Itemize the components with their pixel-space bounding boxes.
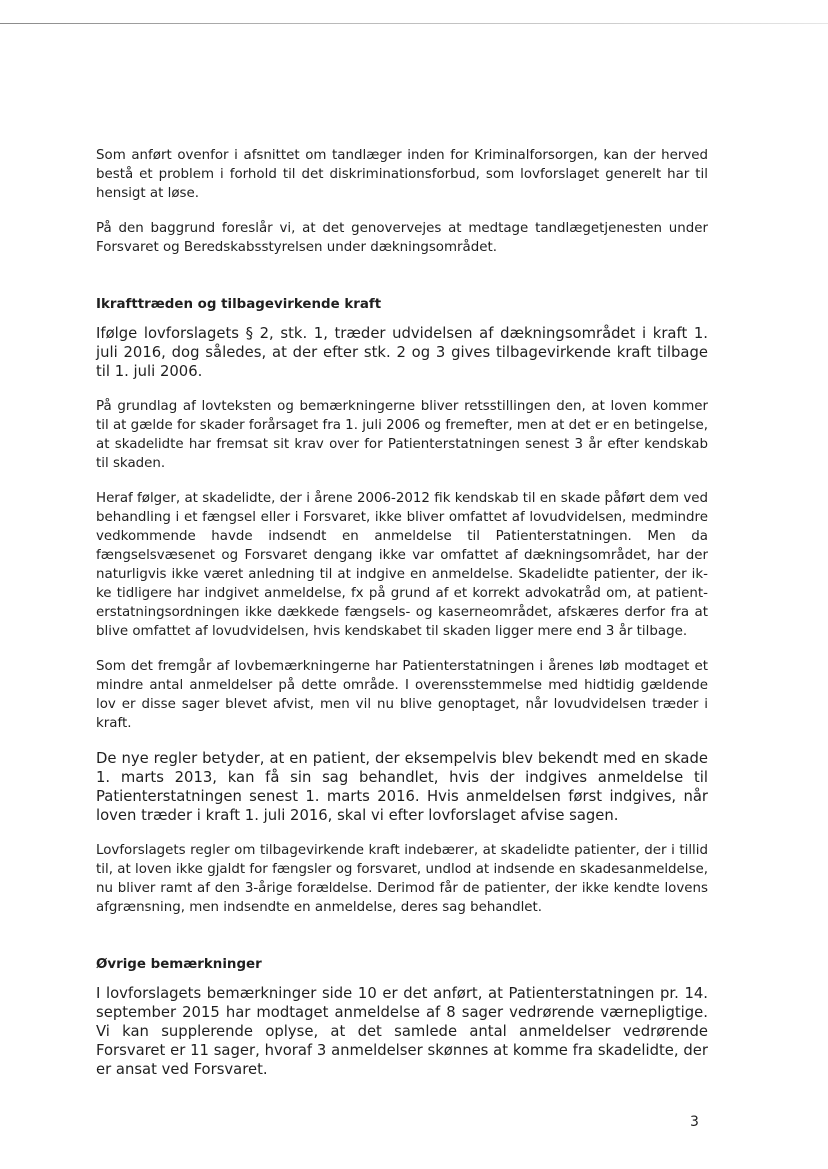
paragraph-effective-date: Ifølge lovforslagets § 2, stk. 1, træder udvidelsen af dækningsområdet i kraft 1. juli 2016, dog således, at der efter stk. 2 og 3 gives tilbagevirkende kraft tilbage til 1. juli 2006. <box>96 325 708 380</box>
paragraph-consequence: Heraf følger, at skadelidte, der i årene 2006-2012 fik kendskab til en skade påført dem ved behandling i et fængsel eller i Forsvaret, ikke bliver omfattet af lovudvidelsen, medmindre vedkommende havde indsendt en anmeldelse til Patienterstatningen. Men da fængselsvæsenet og Forsvaret dengang ikke var omfattet af dækningsområdet, har der naturligvis ikke været anledning til at indgive en anmeldelse. Skadelidte patienter, der ikke tidligere har indgivet anmeldelse, fx på grund af et korrekt advokatråd om, at patienterstatningsordningen ikke dækkede fængsels- og kaserneområdet, afskæres derfor fra at blive omfattet af lovudvidelsen, hvis kendskabet til skaden ligger mere end 3 år tilbage. <box>96 491 708 639</box>
paragraph-retroactive-rules: Lovforslagets regler om tilbagevirkende kraft indebærer, at skadelidte patienter, der i tillid til, at loven ikke gjaldt for fængsler og forsvaret, undlod at indsende en skadesanmeldelse, nu bliver ramt af den 3-årige forældelse. Derimod får de patienter, der ikke kendte lovens afgrænsning, men indsendte en anmeldelse, deres sag behandlet. <box>96 843 708 915</box>
paragraph-other-remarks: I lovforslagets bemærkninger side 10 er det anført, at Patienterstatningen pr. 14. september 2015 har modtaget anmeldelse af 8 sager vedrørende værnepligtige. Vi kan supplerende oplyse, at det samlede antal anmeldelser vedrørende Forsvaret er 11 sager, hvoraf 3 anmeldelser skønnes at komme fra skadelidte, der er ansat ved Forsvaret. <box>96 985 708 1078</box>
paragraph-example: De nye regler betyder, at en patient, der eksempelvis blev bekendt med en skade 1. marts 2013, kan få sin sag behandlet, hvis der indgives anmeldelse til Patienterstatningen senest 1. marts 2016. Hvis anmeldelsen først indgives, når loven træder i kraft 1. juli 2016, skal vi efter lovforslaget afvise sagen. <box>96 750 708 824</box>
paragraph-proposal: På den baggrund foreslår vi, at det genovervejes at medtage tandlægetjenesten under Forsvaret og Beredskabsstyrelsen under dækningsområdet. <box>96 221 708 255</box>
paragraph-rejected-cases: Som det fremgår af lovbemærkningerne har Patienterstatningen i årenes løb modtaget et mindre antal anmeldelser på dette område. I overensstemmelse med hidtidig gældende lov er disse sager blevet afvist, men vil nu blive genoptaget, når lovudvidelsen træder i kraft. <box>96 659 708 731</box>
scan-edge-line <box>0 23 828 24</box>
document-body <box>96 146 708 1095</box>
section-heading-oevrige: Øvrige bemærkninger <box>96 957 262 972</box>
paragraph-discrimination: Som anført ovenfor i afsnittet om tandlæger inden for Kriminalforsorgen, kan der herved bestå et problem i forhold til det diskriminationsforbud, som lovforslaget generelt har til hensigt at løse. <box>96 148 708 201</box>
section-heading-ikrafttraeden: Ikrafttræden og tilbagevirkende kraft <box>96 297 382 312</box>
page-number: 3 <box>690 1114 699 1130</box>
paragraph-legal-position: På grundlag af lovteksten og bemærkningerne bliver retsstillingen den, at loven kommer til at gælde for skader forårsaget fra 1. juli 2006 og fremefter, men at det er en betingelse, at skadelidte har fremsat sit krav over for Patienterstatningen senest 3 år efter kendskab til skaden. <box>96 399 708 471</box>
